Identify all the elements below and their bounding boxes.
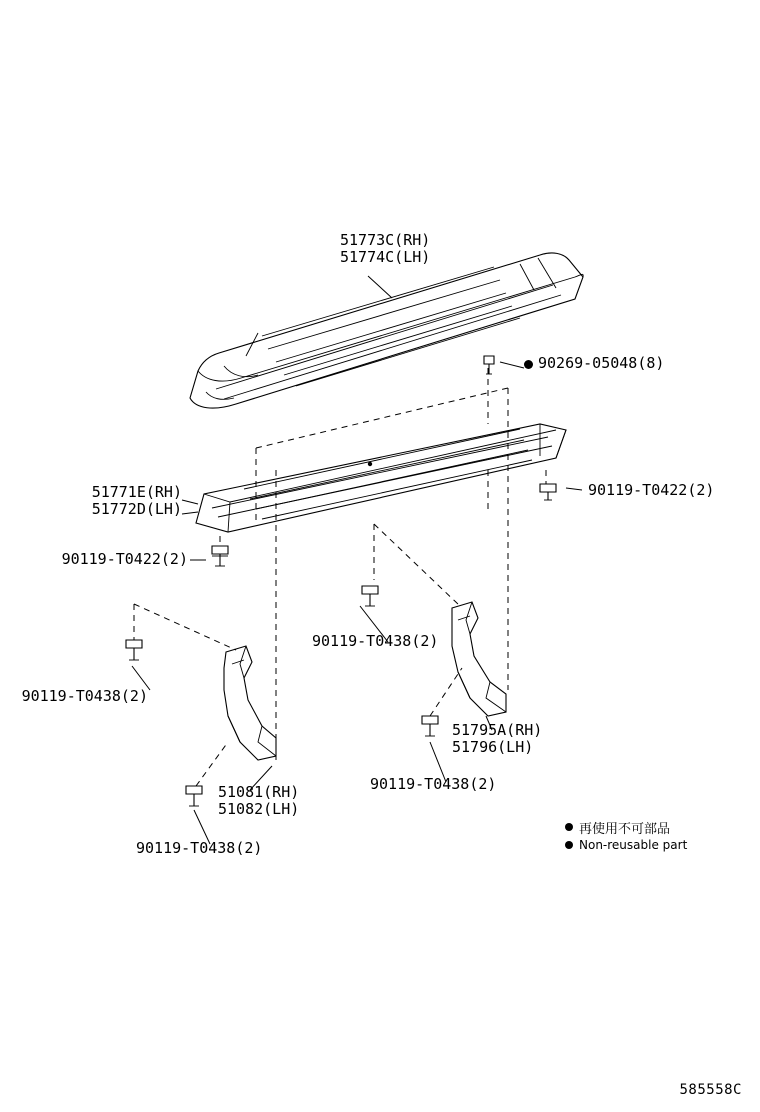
legend-row-jp xyxy=(565,818,745,836)
running-board-upper-art xyxy=(190,253,583,408)
leader-board-lower xyxy=(182,500,198,504)
callout-bracket-rear: 51795A(RH) 51796(LH) xyxy=(452,721,543,756)
leader-board-upper xyxy=(368,276,392,298)
figure-code: 585558C xyxy=(679,1082,742,1098)
callout-board-upper: 51773C(RH) 51774C(LH) xyxy=(340,231,431,266)
callout-bolt-t0422-right: 90119-T0422(2) xyxy=(588,481,715,499)
bolt-t0438-left-art xyxy=(126,640,142,660)
bolt-t0422-right-art xyxy=(540,484,556,500)
bracket-rear-art xyxy=(452,602,506,716)
callout-bolt-t0438-right: 90119-T0438(2) xyxy=(370,775,497,793)
callout-bolt-t0438-left: 90119-T0438(2) xyxy=(21,687,148,705)
bolt-t0438-bottom-art xyxy=(186,786,202,806)
nonreusable-dot-90269 xyxy=(524,360,533,369)
callout-bolt-t0438-bottom: 90119-T0438(2) xyxy=(136,839,263,857)
running-board-lower-art xyxy=(196,424,566,532)
nut-90269-art xyxy=(484,356,494,374)
bolt-t0422-left-art xyxy=(212,546,228,566)
callout-bolt-t0438-center: 90119-T0438(2) xyxy=(312,632,439,650)
callout-nut-90269: 90269-05048(8) xyxy=(538,354,665,372)
bolt-t0438-right-art xyxy=(422,716,438,736)
bracket-front-art xyxy=(224,646,276,760)
legend xyxy=(565,818,745,854)
legend-dot-icon-2 xyxy=(565,841,573,849)
leader-nut-90269 xyxy=(500,362,524,368)
legend-dot-icon xyxy=(565,823,573,831)
legend-label-jp: 再使用不可部品 xyxy=(579,821,671,837)
bolt-t0438-center-art xyxy=(362,586,378,606)
callout-board-lower: 51771E(RH) 51772D(LH) xyxy=(91,483,182,518)
callout-bracket-front: 51081(RH) 51082(LH) xyxy=(218,783,300,818)
leader-bolt-t0422-right xyxy=(566,488,582,490)
legend-row-en xyxy=(565,836,745,854)
legend-label-en: Non-reusable part xyxy=(579,838,688,852)
callout-bolt-t0422-left: 90119-T0422(2) xyxy=(61,550,188,568)
